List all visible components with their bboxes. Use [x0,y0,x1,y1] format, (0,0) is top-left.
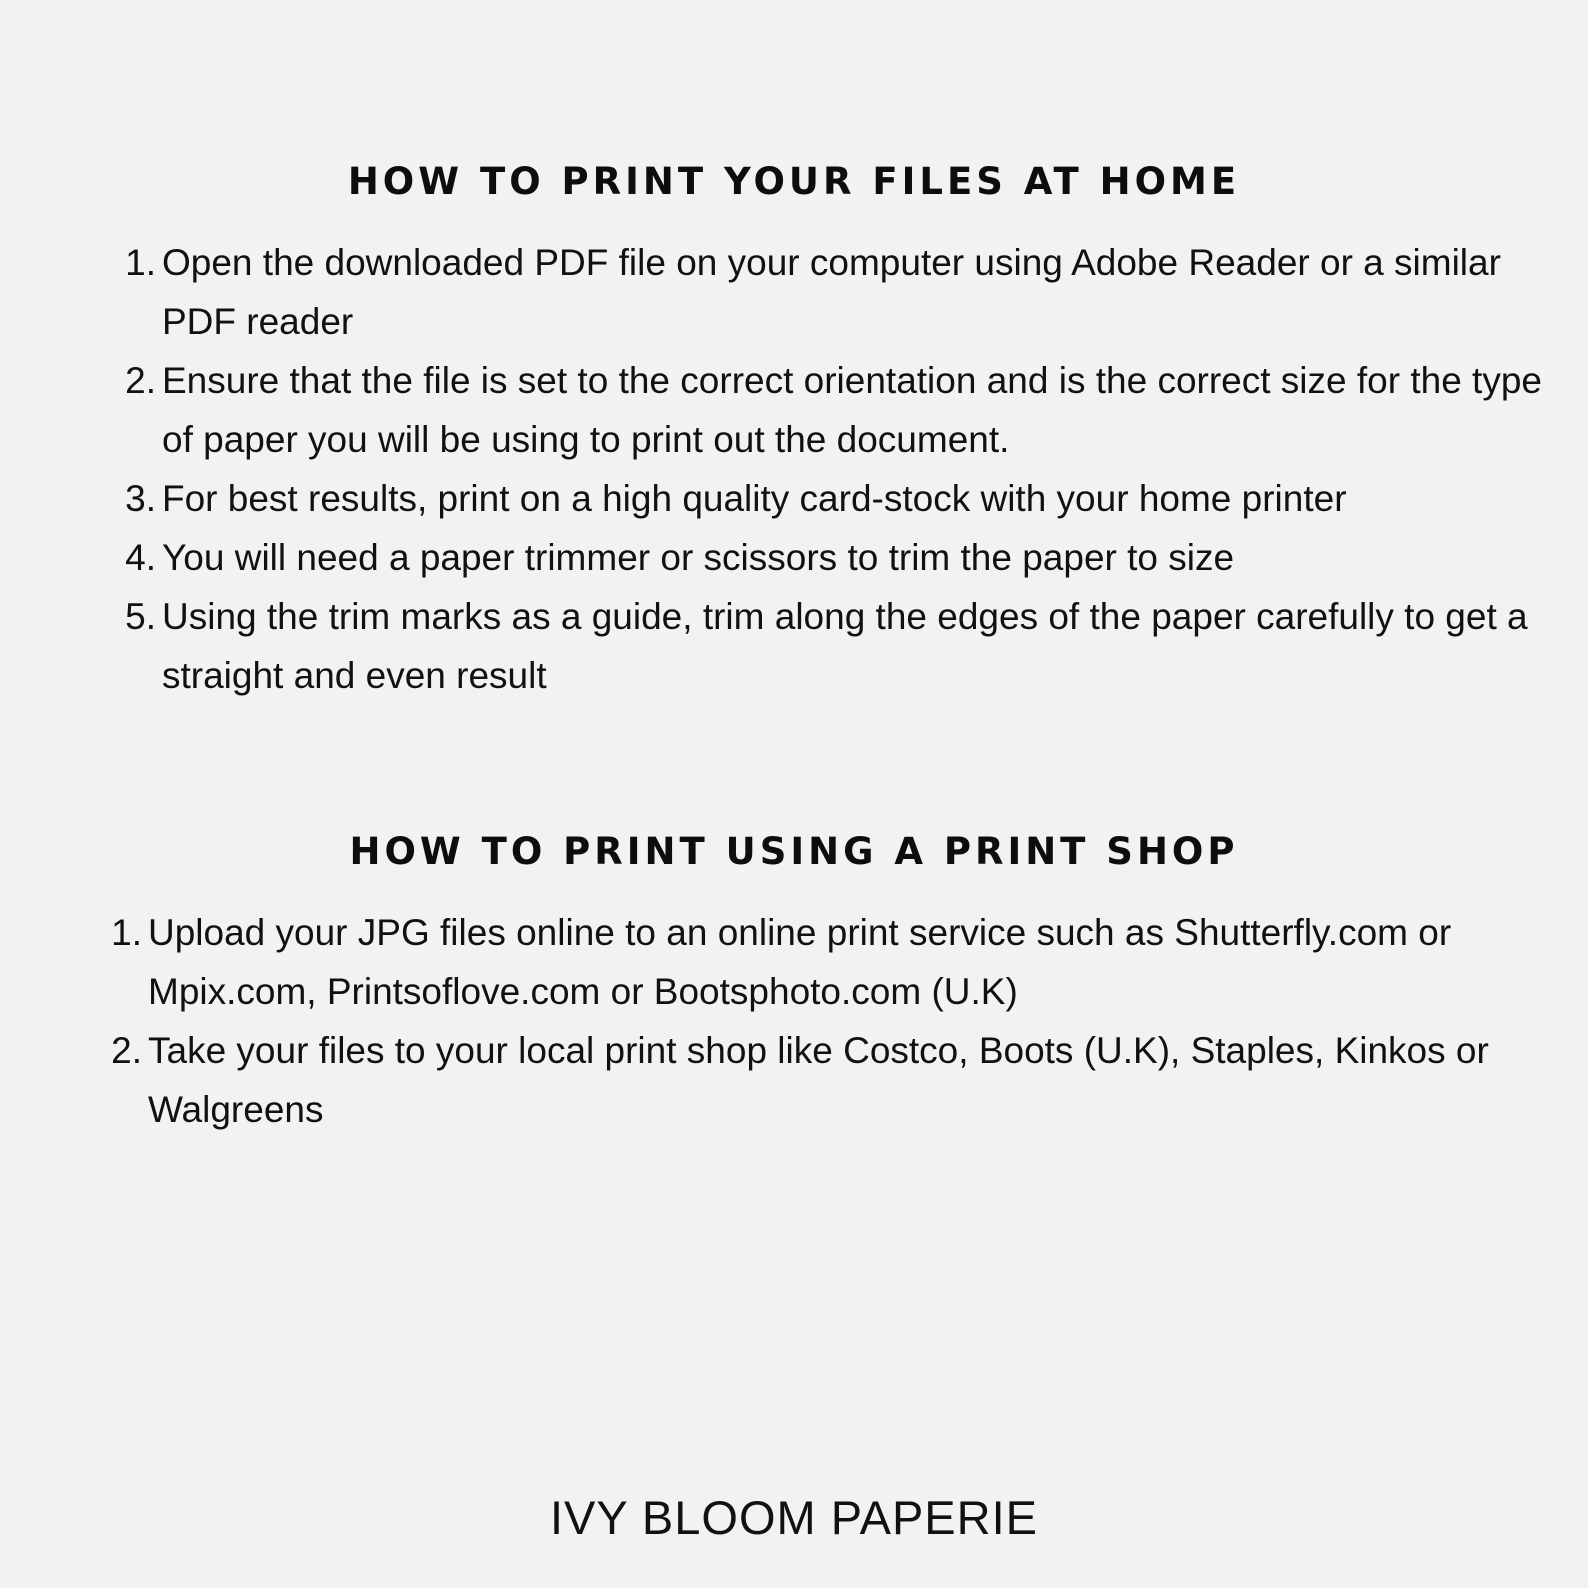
list-item [104,528,1544,587]
home-steps-list [104,233,1544,705]
step-text: Upload your JPG files online to an online print service such as Shutterfly.com or Mpix.com, Printsoflove.com or Bootsphoto.com (U.K) [148,912,1452,1012]
step-number: 1. [125,242,156,283]
step-text: Using the trim marks as a guide, trim along the edges of the paper carefully to get a straight and even result [162,596,1528,696]
shop-steps-list [90,903,1530,1139]
step-number: 4. [125,537,156,578]
brand-name: IVY BLOOM PAPERIE [549,1491,1039,1544]
step-text: Take your files to your local print shop like Costco, Boots (U.K), Staples, Kinkos or Walgreens [148,1030,1489,1130]
list-item [104,587,1544,705]
step-number: 2. [125,360,156,401]
step-number: 5. [125,596,156,637]
list-item [90,1021,1530,1139]
section-title-print-at-home: HOW TO PRINT YOUR FILES AT HOME [347,160,1241,203]
list-item [104,233,1544,351]
step-number: 3. [125,478,156,519]
step-text: Open the downloaded PDF file on your computer using Adobe Reader or a similar PDF reader [162,242,1501,342]
list-item [104,469,1544,528]
step-text: You will need a paper trimmer or scissors to trim the paper to size [162,537,1235,578]
list-item [104,351,1544,469]
step-number: 2. [111,1030,142,1071]
step-text: Ensure that the file is set to the correct orientation and is the correct size for the type of paper you will be using to print out the document. [162,360,1542,460]
list-item [90,903,1530,1021]
step-number: 1. [111,912,142,953]
section-title-print-shop: HOW TO PRINT USING A PRINT SHOP [349,830,1239,873]
step-text: For best results, print on a high quality card-stock with your home printer [162,478,1347,519]
